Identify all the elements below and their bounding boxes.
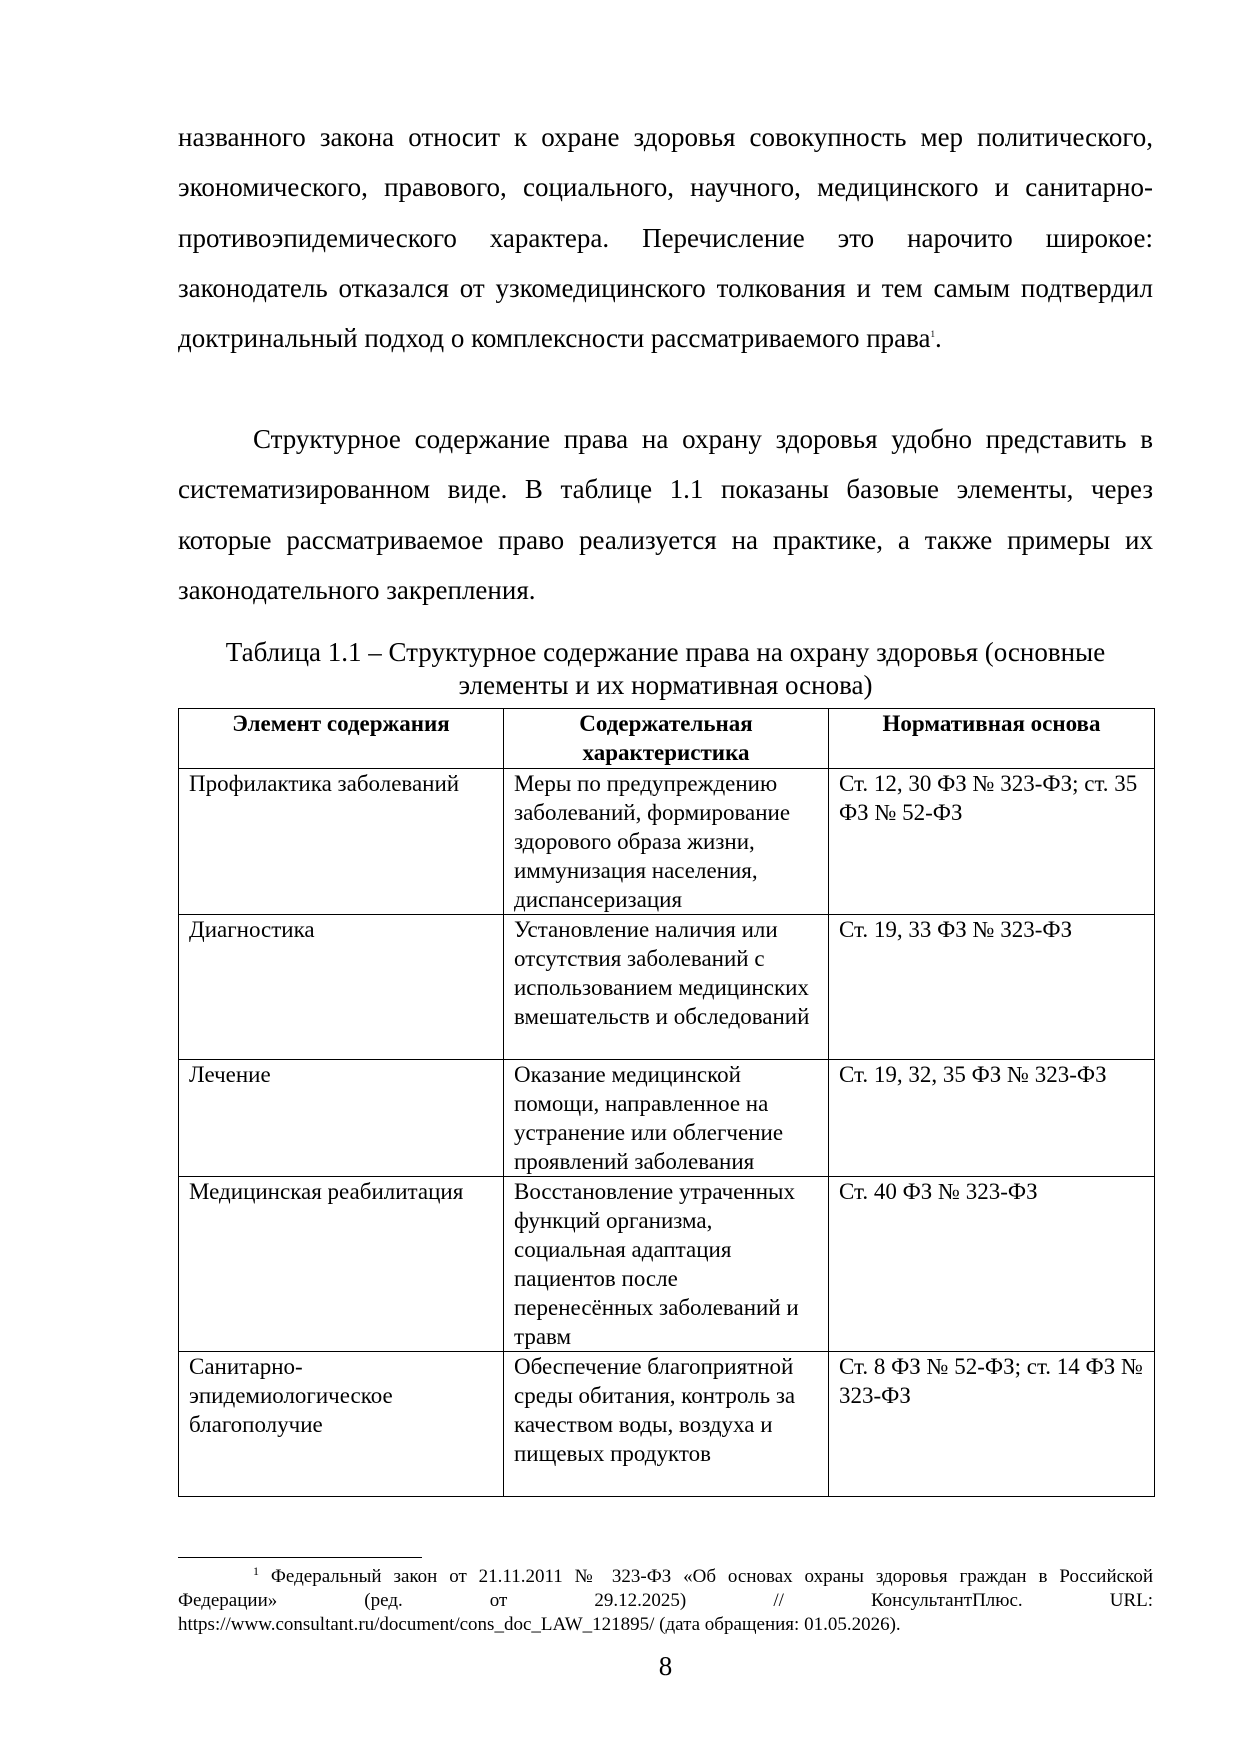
table-caption: Таблица 1.1 – Структурное содержание права на охрану здоровья (основные элементы и их нормативная основа) xyxy=(225,637,1106,700)
table-cell: Ст. 8 ФЗ № 52-ФЗ; ст. 14 ФЗ № 323-ФЗ xyxy=(829,1352,1155,1497)
table-cell: Санитарно-эпидемиологическое благополучие xyxy=(179,1352,504,1497)
table-row xyxy=(179,769,1155,915)
table-header-row xyxy=(179,709,1155,769)
footnote-line-3[interactable]: https://www.consultant.ru/document/cons_doc_LAW_121895/ (дата обращения: 01.05.2026). xyxy=(178,1614,901,1635)
header-characteristic: Содержательная характеристика xyxy=(504,709,829,769)
body-paragraph-1 xyxy=(178,112,1153,363)
footnote-reference[interactable]: 1 xyxy=(930,329,936,340)
table-row xyxy=(179,1177,1155,1352)
table-row xyxy=(179,915,1155,1060)
table-cell: Диагностика xyxy=(179,915,504,1060)
content-table xyxy=(178,708,1155,1497)
paragraph-text: названного закона относит к охране здоровья совокупность мер политического, экономического, правового, социального, научного, медицинского и санитарно-противоэпидемического характера. Перечисление это нарочито широкое: законодатель отказался от узкомедицинского толкования и тем самым подтвердил доктринальный подход о комплексности рассматриваемого права xyxy=(178,122,1153,354)
page-number: 8 xyxy=(658,1651,673,1681)
footnote-line-2: Федерации» (ред. от 29.12.2025) // КонсультантПлюс. URL: xyxy=(178,1590,1153,1611)
table-cell: Восстановление утраченных функций организма, социальная адаптация пациентов после перенесённых заболеваний и травм xyxy=(504,1177,829,1352)
table-cell: Профилактика заболеваний xyxy=(179,769,504,915)
header-element: Элемент содержания xyxy=(179,709,504,769)
table-cell: Ст. 19, 32, 35 ФЗ № 323-ФЗ xyxy=(829,1060,1155,1177)
table-cell: Медицинская реабилитация xyxy=(179,1177,504,1352)
table-cell: Лечение xyxy=(179,1060,504,1177)
footnote-separator xyxy=(178,1557,422,1558)
table-cell: Установление наличия или отсутствия заболеваний с использованием медицинских вмешательств и обследований xyxy=(504,915,829,1060)
table-cell: Обеспечение благоприятной среды обитания, контроль за качеством воды, воздуха и пищевых продуктов xyxy=(504,1352,829,1497)
paragraph-end: . xyxy=(935,323,942,354)
body-paragraph-2: Структурное содержание права на охрану здоровья удобно представить в систематизированном виде. В таблице 1.1 показаны базовые элементы, через которые рассматриваемое право реализуется на практике, а также примеры их законодательного закрепления. xyxy=(178,424,1153,605)
table-row xyxy=(179,1352,1155,1497)
footnote-line-1 xyxy=(178,1565,1153,1589)
table-cell: Меры по предупреждению заболеваний, формирование здорового образа жизни, иммунизация населения, диспансеризация xyxy=(504,769,829,915)
table-cell: Оказание медицинской помощи, направленное на устранение или облегчение проявлений заболевания xyxy=(504,1060,829,1177)
footnote-number: 1 xyxy=(253,1564,259,1578)
table-cell: Ст. 40 ФЗ № 323-ФЗ xyxy=(829,1177,1155,1352)
header-legal-basis: Нормативная основа xyxy=(829,709,1155,769)
table-cell: Ст. 19, 33 ФЗ № 323-ФЗ xyxy=(829,915,1155,1060)
table-row xyxy=(179,1060,1155,1177)
footnote xyxy=(178,1565,1153,1637)
table-cell: Ст. 12, 30 ФЗ № 323-ФЗ; ст. 35 ФЗ № 52-ФЗ xyxy=(829,769,1155,915)
footnote-text: Федеральный закон от 21.11.2011 № 323-ФЗ «Об основах охраны здоровья граждан в Российской xyxy=(270,1566,1153,1587)
